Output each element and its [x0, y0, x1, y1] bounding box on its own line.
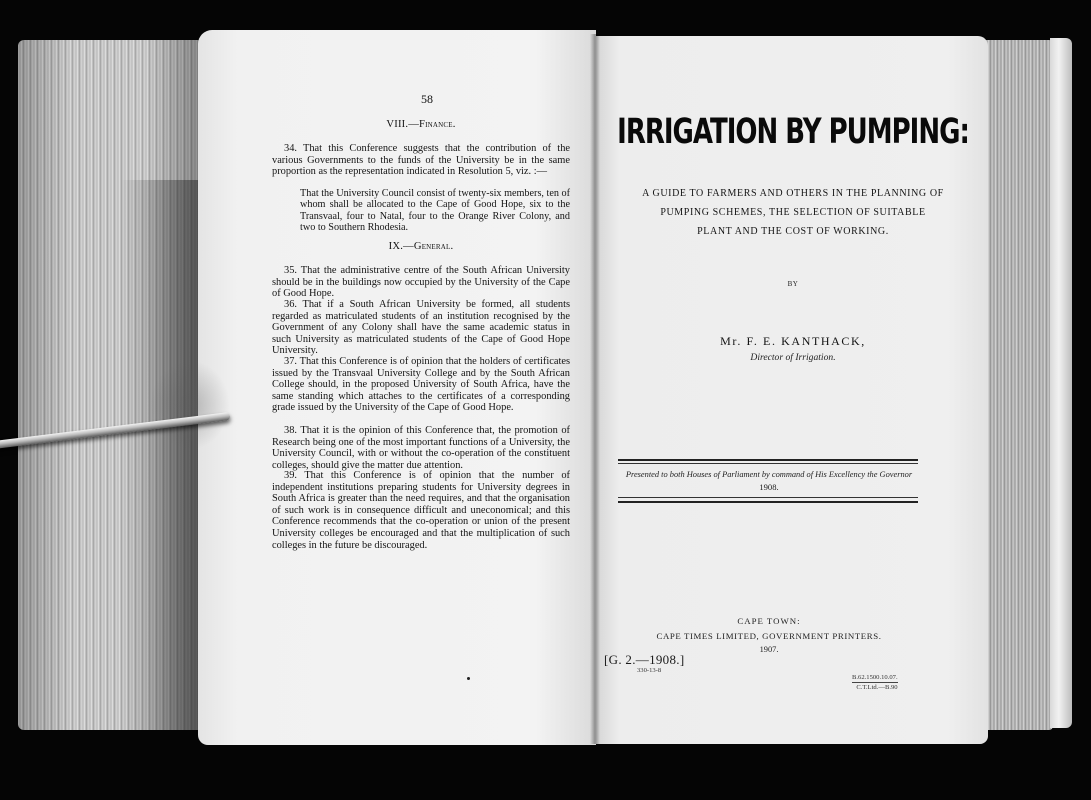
presented-year: 1908.	[759, 482, 779, 492]
pointer-shadow	[150, 360, 230, 450]
resolution-38: 38. That it is the opinion of this Conference that, the promotion of Research being one of the most important functions of a University, the University Council, with or without the co-operation of the constituent colleges, should give the matter due attention.	[272, 425, 570, 471]
book-gutter	[590, 34, 600, 744]
resolution-37: 37. That this Conference is of opinion that the holders of certificates issued by the Transvaal University College and by the South African College should, in the proposed University of South Africa, have the same standing which attaches to the certificates of a corresponding grade issued by the University of the Cape of Good Hope.	[272, 356, 570, 414]
author-role: Director of Irrigation.	[750, 352, 836, 363]
page-mark	[467, 677, 470, 680]
publication-place: CAPE TOWN:	[737, 616, 801, 626]
rule-top-2	[618, 463, 918, 464]
resolution-39: 39. That this Conference is of opinion that the number of independent institutions preparing students for University degrees in South Africa is greater than the need requires, and that the organisation of such work is in consequence difficult and uneconomical; and this Conference recommends that the co-operation or union of the present University colleges be encouraged and that the multiplication of such colleges in the future be discouraged.	[272, 470, 570, 551]
by-label: BY	[787, 280, 799, 288]
left-page-shadow	[120, 180, 200, 730]
resolution-35: 35. That the administrative centre of the South African University should be in the buildings now occupied by the University of the Cape of Good Hope.	[272, 265, 570, 300]
print-code: B.62.1500.10.07. C.T.Ltd.—B.90	[852, 674, 898, 691]
book-subtitle: A GUIDE TO FARMERS AND OTHERS IN THE PLANNING OF PUMPING SCHEMES, THE SELECTION OF SUITABLE PLANT AND THE COST OF WORKING.	[642, 188, 944, 237]
council-quote: That the University Council consist of twenty-six members, ten of whom shall be allocated to the Cape of Good Hope, six to the Transvaal, four to Natal, four to the Orange River Colony, and two to Southern Rhodesia.	[300, 188, 570, 234]
section-heading-finance: VIII.—Finance.	[386, 119, 456, 130]
author-name: Mr. F. E. KANTHACK,	[720, 334, 866, 348]
document-reference-sub: 330-13-8	[637, 667, 662, 674]
publication-year: 1907.	[759, 645, 779, 654]
book-title: IRRIGATION BY PUMPING:	[617, 112, 969, 153]
rule-bottom-1	[618, 497, 918, 498]
document-reference: [G. 2.—1908.]	[604, 652, 685, 667]
presented-note: Presented to both Houses of Parliament by command of His Excellency the Governor	[625, 470, 913, 479]
right-page-edges	[985, 40, 1053, 730]
section-heading-general: IX.—General.	[388, 241, 454, 252]
book-cover-rim	[1050, 38, 1072, 728]
resolution-36: 36. That if a South African University be formed, all students regarded as matriculated students of an institution recognised by the Government of any Colony shall have the same academic status in such University as matriculated students of the Cape of Good Hope University.	[272, 299, 570, 357]
rule-bottom-2	[618, 501, 918, 503]
rule-top-1	[618, 459, 918, 461]
resolution-34: 34. That this Conference suggests that the contribution of the various Governments to the funds of the University be in the same proportion as the representation indicated in Resolution 5, viz. :—	[272, 143, 570, 178]
publisher: CAPE TIMES LIMITED, GOVERNMENT PRINTERS.	[656, 631, 882, 641]
page-number: 58	[421, 92, 433, 106]
